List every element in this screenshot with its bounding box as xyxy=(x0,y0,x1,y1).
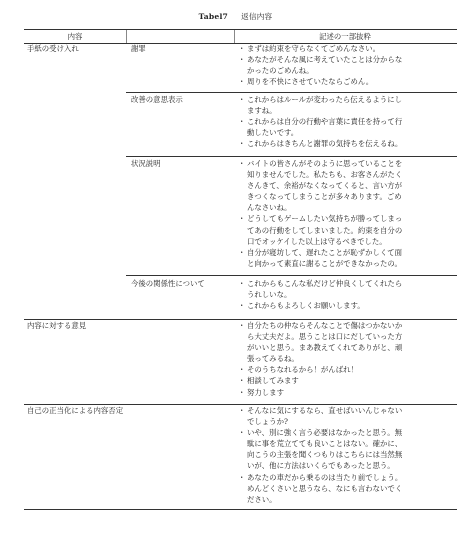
excerpt-item-cont: 張ってみるね。 xyxy=(247,354,299,364)
excerpt-item: ・ あなたの車だから乗るのは当たり前でしょう。 xyxy=(238,472,403,482)
table-caption xyxy=(0,13,471,21)
excerpt-list xyxy=(238,320,456,398)
excerpt-item-cont: ますね。 xyxy=(247,106,277,116)
excerpt-item: ・ そのうちなれるから！がんばれ！ xyxy=(238,365,358,375)
excerpt-list xyxy=(238,158,456,269)
subcategory-label: 状況説明 xyxy=(131,159,161,168)
subcategory-label: 今後の関係性について xyxy=(131,279,205,288)
excerpt-item-cont: でしょうか? xyxy=(247,417,288,427)
excerpt-item: ・ そんなに気にするなら、直せばいいんじゃない xyxy=(238,406,403,415)
table-caption-gap xyxy=(231,12,239,21)
excerpt-item: ・ まずは約束を守らなくてごめんなさい。 xyxy=(238,44,381,53)
excerpt-item-cont: 口でオッケイした以上は守るべきでした。 xyxy=(247,236,387,246)
excerpt-item-cont: 動したいです。 xyxy=(247,128,299,138)
excerpt-item: ・ いや、別に強く言う必要はなかったと思う。無 xyxy=(238,428,403,438)
excerpt-item: ・ これからは自分の行動や言葉に責任を持って行 xyxy=(238,117,403,127)
subgroup-divider xyxy=(126,275,457,276)
subgroup-divider xyxy=(126,156,457,157)
excerpt-item-cont: かったのごめんね。 xyxy=(247,66,314,76)
excerpt-item-cont: めんどくさいと思うなら、なにも言わないでく xyxy=(247,483,403,493)
category-label: 自己の正当化による内容否定 xyxy=(27,406,124,415)
excerpt-list xyxy=(238,43,456,87)
excerpt-item-cont: んなさいね。 xyxy=(247,203,292,213)
table-top-rule xyxy=(24,29,457,30)
excerpt-item-cont: ら大丈夫だよ。思うことは口にだしていった方 xyxy=(247,332,403,342)
subcategory-label: 改善の意思表示 xyxy=(131,95,183,104)
excerpt-item: ・ これからはきちんと謝罪の気持ちを伝えるね。 xyxy=(238,139,403,149)
excerpt-item: ・ 周りを不快にさせていたならごめん。 xyxy=(238,77,374,87)
excerpt-item: ・ これからもこんな私だけど仲良くしてくれたら xyxy=(238,279,403,288)
excerpt-item-cont: きつくなってしまうことが多々あります。ごめ xyxy=(247,192,402,202)
excerpt-list xyxy=(238,278,456,311)
excerpt-item: ・ 自分が寝坊して、遅れたことが恥ずかしくて面 xyxy=(238,247,403,257)
excerpt-item: ・ これからもよろしくお願いします。 xyxy=(238,301,365,311)
header-excerpt: 記述の一部抜粋 xyxy=(319,32,371,41)
excerpt-list xyxy=(238,405,456,505)
subgroup-divider xyxy=(126,92,457,93)
subcategory-label: 謝罪 xyxy=(131,44,146,53)
header-divider-left xyxy=(126,30,127,44)
category-label: 内容に対する意見 xyxy=(27,321,87,330)
table-caption-title: 返信内容 xyxy=(241,12,273,21)
excerpt-list xyxy=(238,94,456,149)
excerpt-item-cont: 向こうの主張を聞くつもりはこちらには当然無 xyxy=(247,450,403,460)
excerpt-item: ・ あなたがそんな風に考えていたことは分からな xyxy=(238,55,403,65)
excerpt-item: ・ 自分たちの仲ならそんなことで傷はつかないか xyxy=(238,321,403,330)
excerpt-item-cont: 知りませんでした。私たちも、お客さんがたく xyxy=(247,170,403,180)
excerpt-item-cont: ださい。 xyxy=(247,494,277,504)
excerpt-item: ・ 努力します xyxy=(238,387,284,397)
excerpt-item-cont: うれしいな。 xyxy=(247,290,292,300)
table-bottom-rule xyxy=(24,509,457,510)
excerpt-item-cont: さんきて、余裕がなくなってくると、言い方が xyxy=(247,181,403,191)
excerpt-item-cont: てあの行動をしてしまいました。約束を自分の xyxy=(247,225,403,235)
excerpt-item-cont: いが、他に方法はいくらでもあったと思う。 xyxy=(247,461,395,471)
header-content: 内容 xyxy=(67,32,83,41)
excerpt-item: ・ バイトの皆さんがそのように思っていることを xyxy=(238,159,403,168)
category-label: 手紙の受け入れ xyxy=(27,44,79,53)
excerpt-item: ・ 相談してみます xyxy=(238,376,299,386)
excerpt-item-cont: 駄に事を荒立てても良いことはない。確かに、 xyxy=(247,439,403,449)
table-caption-label: Tabel7 xyxy=(198,12,229,21)
excerpt-item: ・ これからはルールが変わったら伝えるようにし xyxy=(238,95,402,104)
excerpt-item-cont: がいいと思う。まあ教えてくれてありがと、頑 xyxy=(247,343,403,353)
excerpt-item-cont: と向かって素直に謝ることができなかったの。 xyxy=(247,258,402,268)
excerpt-item: ・ どうしてもゲームしたい気持ちが勝ってしまっ xyxy=(238,214,403,224)
